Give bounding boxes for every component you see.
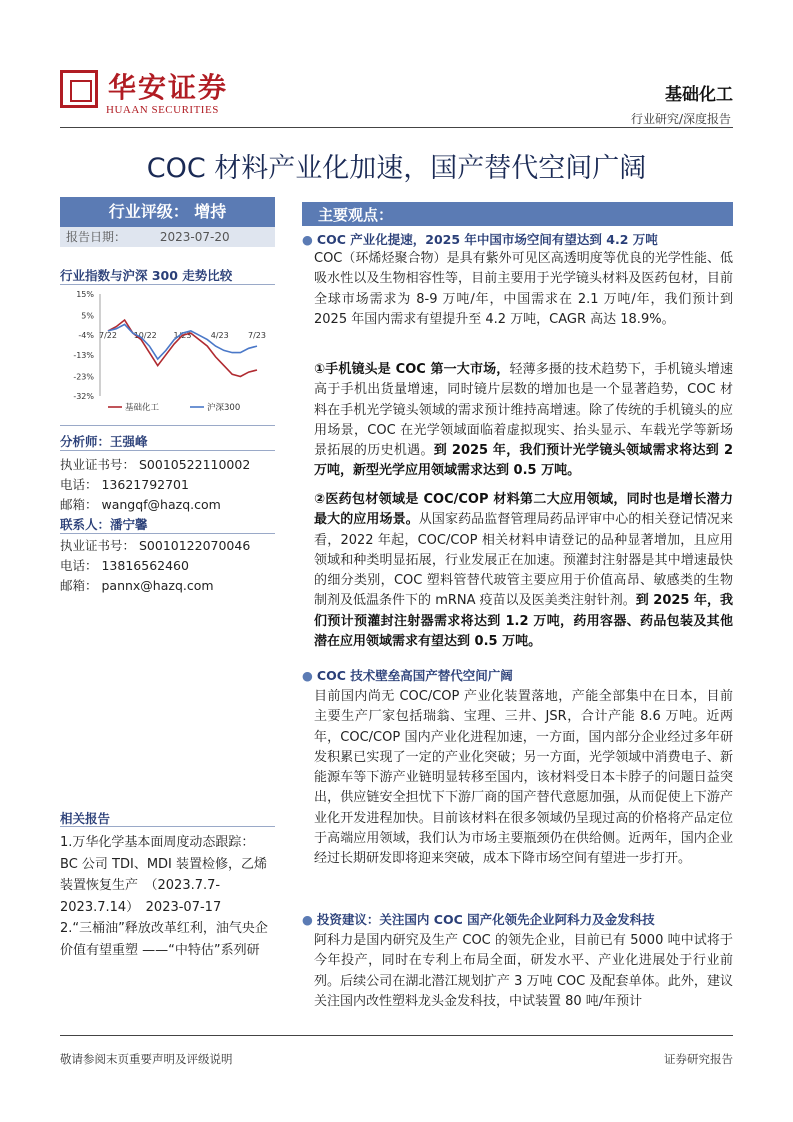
y-tick-label: -32% (73, 392, 94, 401)
x-tick-label: 4/23 (210, 331, 229, 341)
series-line-hs300 (108, 324, 257, 359)
bullet-1-p2-lead: ①手机镜头是 COC 第一大市场， (314, 362, 510, 377)
y-tick-label: -13% (73, 350, 94, 360)
y-tick-label: 5% (81, 311, 94, 321)
y-tick-label: -23% (73, 372, 94, 382)
footer-divider (60, 1035, 733, 1036)
legend-label: 沪深300 (207, 403, 241, 413)
report-date-value: 2023-07-20 (159, 230, 230, 244)
report-date (60, 227, 275, 247)
bullet-3-heading: ● 投资建议：关注国内 COC 国产化领先企业阿科力及金发科技 (302, 912, 655, 927)
related-report-1-line-1[interactable]: 1.万华化学基本面周度动态跟踪： (60, 835, 255, 850)
sector-label: 基础化工 (665, 85, 733, 105)
page-title: COC 材料产业化加速，国产替代空间广阔 (146, 153, 647, 184)
related-report-1-line-2[interactable]: BC 公司 TDI、MDI 装置检修，乙烯 (60, 856, 268, 872)
logo-text-cn: 华安证券 (108, 71, 229, 104)
analyst-cert: 执业证书号： S0010522110002 (60, 457, 251, 472)
header-divider (60, 127, 733, 128)
legend-label: 基础化工 (125, 403, 160, 413)
y-tick-label: 15% (76, 290, 94, 299)
related-divider (60, 826, 275, 827)
related-report-1-line-3[interactable]: 装置恢复生产 （2023.7.7- (60, 878, 221, 893)
index-comparison-chart (60, 284, 275, 419)
bullet-2-paragraph: 目前国内尚无 COC/COP 产业化装置落地，产能全部集中在日本，目前主要生产厂家包括瑞翁、宝理、三井、JSR，合计产能 8.6 万吨。近两年，COC/COP 国内产业化进程加速，一方面，国内部分企业经过多年研发积累已实现了一定的产业化突破；另一方面，光学领域中消费电子、新能源车等下游产业链明显转移至国内，该材料受日本卡脖子的问题日益突出，供应链安全担忧下下游厂商的国产替代意愿加强，从而促使上下游产业化开发进程加快。目前该材料在很多领域仍呈现过高的价格将产品定位于高端应用领域，我们认为市场主要瓶颈仍在供给侧。近两年，国内企业经过长期研发即将迎来突破，成本下降市场空间有望进一步打开。 (314, 689, 733, 867)
chart-title: 行业指数与沪深 300 走势比较 (60, 268, 233, 283)
analyst-phone: 电话： 13621792701 (60, 477, 189, 492)
contact-divider (60, 533, 275, 534)
main-points-heading: 主要观点： (318, 206, 394, 224)
report-date-label: 报告日期： (66, 230, 127, 244)
bullet-3-paragraph: 阿科力是国内研究及生产 COC 的领先企业，目前已有 5000 吨中试将于今年投产，同时在专利上布局全面，研发水平、产业化进展处于行业前列。后续公司在湖北潜江规划扩产 3 万吨 COC 及配套单体。此外，建议关注国内改性塑料龙头金发科技，中试装置 80 吨/年预计 (314, 933, 733, 1009)
contact-email[interactable]: 邮箱： pannx@hazq.com (60, 578, 214, 593)
bullet-dot-icon: ● (302, 668, 313, 683)
analyst-divider (60, 450, 275, 451)
bullet-1-p3-lead: ②医药包材领域是 COC/COP 材料第二大应用领域，同时也是增长潜力最大的应用场景。 (314, 492, 733, 528)
bullet-1-p2-conclusion: 到 2025 年，我们预计光学镜头领域需求将达到 2 万吨，新型光学应用领域需求达到 0.5 万吨。 (314, 443, 733, 479)
bullet-1-p3-conclusion: 到 2025 年，我们预计预灌封注射器需求将达到 1.2 万吨，药用容器、药品包装及其他潜在应用领域需求有望达到 0.5 万吨。 (314, 593, 733, 650)
analyst-email[interactable]: 邮箱： wangqf@hazq.com (60, 497, 221, 512)
x-tick-label: 7/23 (248, 331, 266, 341)
related-report-2-line-2[interactable]: 价值有望重塑 ——“中特估”系列研 (60, 942, 260, 958)
bullet-1-paragraph-3: ②医药包材领域是 COC/COP 材料第二大应用领域，同时也是增长潜力最大的应用场景。从国家药品监督管理局药品评审中心的相关登记情况来看，2022 年起，COC/COP 相关材料申请登记的品种显著增加，且应用领域和种类明显拓展，行业发展正在加速。预灌封注射器是其中增速最快的细分类别，COC 塑料管替代玻管主要应用于价值高昂、敏感类的生物制剂及低温条件下的 mRNA 疫苗以及医美类注射针剂。到 2025 年，我们预计预灌封注射器需求将达到 1.2 万吨，药用容器、药品包装及其他潜在应用领域需求有望达到 0.5 万吨。 (314, 492, 733, 650)
analyst-label: 分析师：王强峰 (60, 434, 148, 449)
main-points-bar (302, 202, 733, 226)
x-tick-label: 10/22 (133, 331, 157, 341)
bullet-1-heading: ● COC 产业化提速，2025 年中国市场空间有望达到 4.2 万吨 (302, 232, 658, 247)
y-tick-label: -4% (78, 331, 94, 341)
x-tick-label: 1/23 (173, 331, 192, 341)
industry-rating: 行业评级： 增持 (60, 197, 275, 227)
bullet-dot-icon: ● (302, 912, 313, 927)
related-report-2-line-1[interactable]: 2.“三桶油”释放改革红利，油气央企 (60, 921, 268, 936)
footer-disclaimer[interactable]: 敬请参阅末页重要声明及评级说明 (60, 1052, 233, 1066)
bullet-2-heading: ● COC 技术壁垒高国产替代空间广阔 (302, 668, 513, 683)
logo-mark (60, 70, 98, 108)
series-line-industry (108, 320, 257, 377)
x-tick-label: 7/22 (99, 331, 117, 341)
report-type: 行业研究/深度报告 (630, 112, 731, 126)
bullet-1-paragraph-2: ①手机镜头是 COC 第一大市场，轻薄多摄的技术趋势下，手机镜头增速高于手机出货量增速，同时镜片层数的增加也是一个显著趋势，COC 材料在手机光学镜头领域的需求预计维持高增速。除了传统的手机镜头的应用场景，COC 在光学领域面临着虚拟现实、抬头显示、车载光学等新场景拓展的历史机遇。到 2025 年，我们预计光学镜头领域需求将达到 2 万吨，新型光学应用领域需求达到 0.5 万吨。 (314, 362, 733, 479)
logo-text-en: HUAAN SECURITIES (106, 104, 219, 116)
contact-phone: 电话： 13816562460 (60, 558, 189, 573)
bullet-dot-icon: ● (302, 232, 313, 247)
related-report-1-line-4[interactable]: 2023.7.14） 2023-07-17 (60, 899, 222, 915)
related-reports-list (60, 832, 275, 961)
bullet-1-paragraph-1: COC（环烯烃聚合物）是具有紫外可见区高透明度等优良的光学性能、低吸水性以及生物相容性等，目前主要用于光学镜头材料及医药包材，目前全球市场需求为 8-9 万吨/年，中国需求在 2.1 万吨/年，我们预计到 2025 年国内需求有望提升至 4.2 万吨，CAGR 高达 18.9%。 (314, 251, 733, 327)
contact-label: 联系人：潘宁馨 (60, 517, 148, 532)
contact-cert: 执业证书号： S0010122070046 (60, 538, 251, 553)
related-reports-label: 相关报告 (60, 811, 111, 826)
chart-bottom-divider (60, 425, 275, 426)
footer-report-label: 证券研究报告 (664, 1052, 733, 1066)
